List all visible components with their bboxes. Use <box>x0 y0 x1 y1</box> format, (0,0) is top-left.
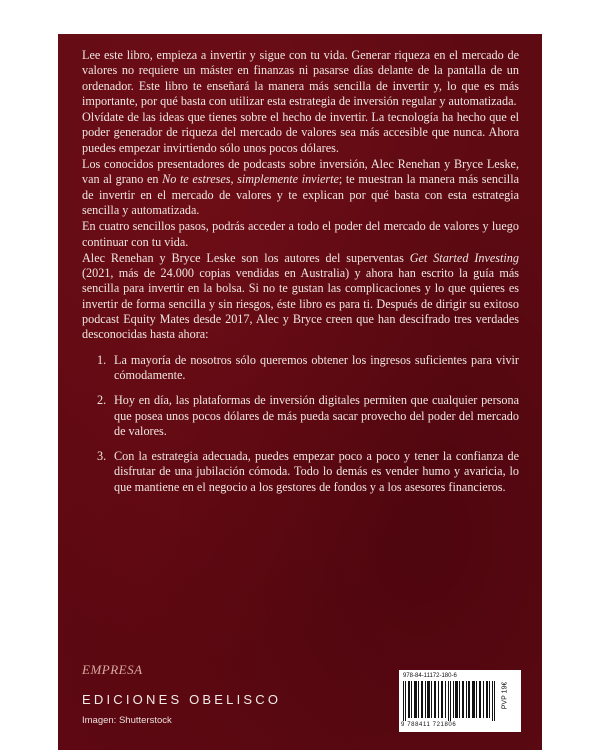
paragraph-authors-intro-end: ; te muestran la manera más sencilla de invertir en el mercado de valores y te explican por qué basta con esta estrategia sencilla y automatizada. <box>82 172 519 217</box>
book-title: No te estreses, simplemente invierte <box>162 172 339 187</box>
paragraph-intro: Lee este libro, empieza a invertir y sigue con tu vida. Generar riqueza en el mercado de valores no requiere un máster en finanzas ni pasarse días delante de la pantalla de un ordenador. Este libro te enseñará la manera más sencilla de invertir y, lo que es más importante, por qué basta con utilizar esta estrategia de inversión regular y automatizada. <box>82 48 519 108</box>
truth-text: Hoy en día, las plataformas de inversión digitales permiten que cualquier persona que posea unos pocos dólares de más pueda sacar provecho del poder del mercado de valores. <box>114 393 519 438</box>
paragraph-authors-intro-start: Los conocidos presentadores de podcasts sobre inversión, Alec Renehan y Bryce Leske, van al grano en <box>82 157 519 187</box>
paragraph-forget-ideas: Olvídate de las ideas que tienes sobre el hecho de invertir. La tecnología ha hecho que el poder generador de riqueza del mercado de valores sea más accesible que nunca. Ahora puedes empezar invirtiendo sólo unos pocos dólares. <box>82 110 519 155</box>
truth-item <box>97 352 519 384</box>
truth-item <box>97 393 519 439</box>
price-label: PVP 19€ <box>501 681 509 710</box>
paragraph-authors-bio <box>82 251 519 343</box>
back-cover-text <box>82 48 519 505</box>
truth-item <box>97 449 519 495</box>
paragraph-four-steps: En cuatro sencillos pasos, podrás acceder a todo el poder del mercado de valores y luego continuar con tu vida. <box>82 219 519 249</box>
truths-list <box>82 353 519 495</box>
truth-number: 3. <box>97 449 107 464</box>
truth-number: 2. <box>97 393 107 408</box>
image-credit: Imagen: Shutterstock <box>82 715 172 726</box>
publisher-logo-text: EDICIONES OBELISCO <box>82 692 282 707</box>
back-cover <box>58 34 542 750</box>
barcode-icon <box>403 681 495 721</box>
truth-number: 1. <box>97 352 107 367</box>
previous-book-title: Get Started Investing <box>409 250 519 265</box>
isbn-number: 978-84-11172-180-6 <box>403 673 457 679</box>
paragraph-authors-intro <box>82 157 519 218</box>
collection-label: EMPRESA <box>82 662 143 677</box>
paragraph-authors-bio-start: Alec Renehan y Bryce Leske son los autores del superventas <box>82 250 410 265</box>
truth-text: La mayoría de nosotros sólo queremos obtener los ingresos suficientes para vivir cómodamente. <box>114 352 519 382</box>
isbn-digits: 9 788411 721806 <box>401 722 457 728</box>
paragraph-authors-bio-end: (2021, más de 24.000 copias vendidas en Australia) y ahora han escrito la guía más sencilla para invertir en la bolsa. Si no te gustan las complicaciones y lo que quieres es invertir de forma sencilla y sin riesgos, éste libro es para ti. Después de dirigir su exitoso podcast Equity Mates desde 2017, Alec y Bryce creen que han descifrado tres verdades desconocidas hasta ahora: <box>82 266 519 342</box>
truth-text: Con la estrategia adecuada, puedes empezar poco a poco y tener la confianza de disfrutar de una jubilación cómoda. Todo lo demás es vender humo y avaricia, lo que mantiene en el negocio a los gestores de fondos y a los asesores financieros. <box>114 449 519 494</box>
barcode-label <box>399 670 521 732</box>
